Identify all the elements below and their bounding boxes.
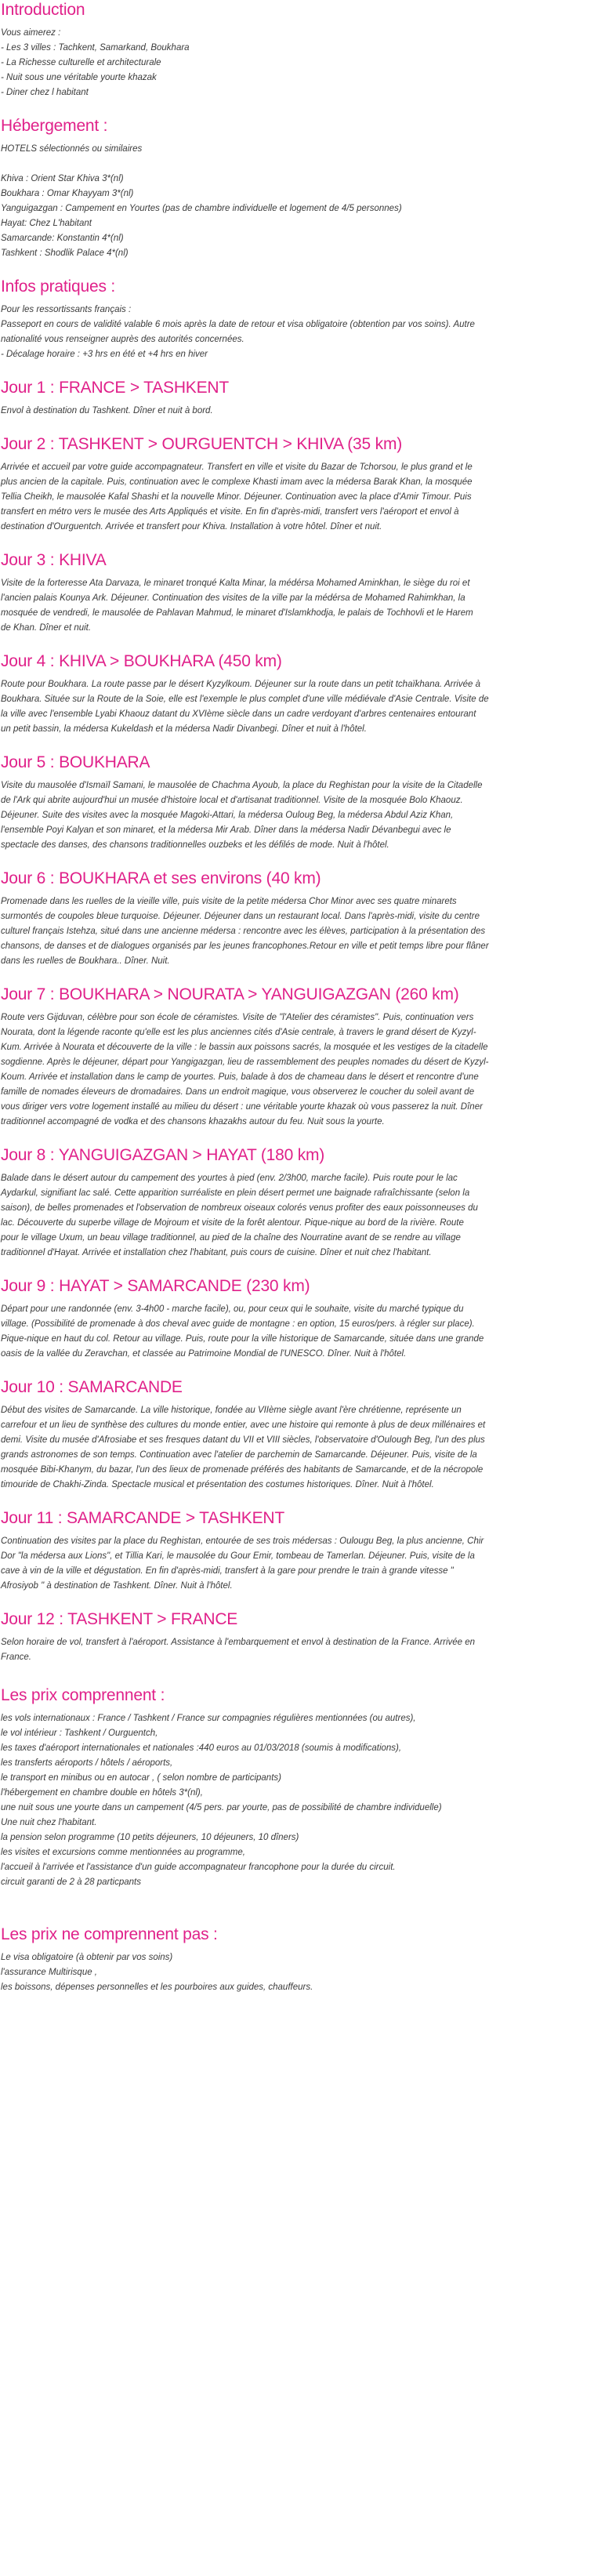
prix-compris-section — [1, 1685, 590, 1890]
hebergement-intro: HOTELS sélectionnés ou similaires — [1, 144, 143, 154]
itinerary — [1, 378, 590, 1665]
day-text-line: chansons, de danses et de dialogues organisés par les jeunes francophones.Retour en ville et petit temps libre pour flâner — [1, 942, 489, 951]
prix-non-compris-item: Le visa obligatoire (à obtenir par vos soins) — [1, 1953, 173, 1962]
day-text-line: sogdienne. Après le déjeuner, départ pour Yangigazgan, lieu de rassemblement des peuples nomades du désert de Kyzyl- — [1, 1058, 489, 1067]
day-text-line: Début des visites de Samarcande. La ville historique, fondée au VIIème siègle avant l'ère chrétienne, représente un — [1, 1406, 462, 1415]
day-text-line: dans les ruelles de Boukhara.. Dîner. Nuit. — [1, 956, 170, 966]
day-text-line: traditionnel accompagné de vodka et des chansons khazakhs autour du feu. Nuit sous la yourte. — [1, 1117, 385, 1127]
day-heading: Jour 9 : HAYAT > SAMARCANDE (230 km) — [1, 1277, 310, 1295]
day-section — [1, 550, 590, 636]
day-section — [1, 1508, 590, 1594]
introduction-heading: Introduction — [1, 1, 85, 19]
prix-compris-item: les transferts aéroports / hôtels / aéroports, — [1, 1758, 173, 1768]
day-heading: Jour 11 : SAMARCANDE > TASHKENT — [1, 1509, 284, 1527]
day-text-line: Boukhara. Située sur la Route de la Soie, elle est l'exemple le plus complet d'une ville médiévale d'Asie Centrale. Visite de — [1, 695, 489, 704]
day-text-line: un petit bassin, la médersa Kukeldash et la médersa Nadir Divanbegi. Dîner et nuit à l'hôtel. — [1, 724, 367, 734]
introduction-body — [1, 26, 590, 100]
day-heading: Jour 3 : KHIVA — [1, 551, 107, 569]
day-text-line: Arrivée et accueil par votre guide accompagnateur. Transfert en ville et visite du Bazar de Tchorsou, le plus grand et le — [1, 463, 473, 472]
infos-heading: Infos pratiques : — [1, 278, 116, 296]
infos-line: nationalité vous renseigner auprès des autorités concernées. — [1, 335, 244, 344]
day-text-line: pour le village Uxum, un beau village traditionnel, au pied de la chaîne des Nourratine avant de se rendre au village — [1, 1233, 461, 1243]
day-text-line: Envol à destination du Tashkent. Dîner et nuit à bord. — [1, 406, 213, 415]
introduction-line: - Les 3 villes : Tachkent, Samarkand, Boukhara — [1, 43, 190, 53]
hotel-line: Boukhara : Omar Khayyam 3*(nl) — [1, 189, 134, 198]
day-text-line: Dor "la médersa aux Lions", et Tillia Kari, le mausolée du Gour Emir, tombeau de Tamerlan. Déjeuner. Puis, visite de la — [1, 1551, 475, 1561]
prix-compris-item: le vol intérieur : Tashkent / Ourguentch, — [1, 1729, 158, 1738]
introduction-line: - Nuit sous une véritable yourte khazak — [1, 73, 157, 82]
prix-compris-heading: Les prix comprennent : — [1, 1686, 165, 1704]
hotel-line: Tashkent : Shodlik Palace 4*(nl) — [1, 249, 129, 258]
prix-compris-item: une nuit sous une yourte dans un campement (4/5 pers. par yourte, pas de possibilité de chambre individuelle) — [1, 1803, 442, 1812]
day-text-line: l'ensemble Poyi Kalyan et son minaret, et la médersa Mir Arab. Dîner dans la médersa Nadir Dévanbegui avec le — [1, 825, 451, 835]
day-section — [1, 651, 590, 737]
day-text-line: Balade dans le désert autour du campement des yourtes à pied (env. 2/3h00, marche facile). Puis route pour le lac — [1, 1174, 458, 1183]
hebergement-heading: Hébergement : — [1, 117, 108, 135]
day-text-line: timouride de Chakhi-Zinda. Spectacle musical et présentation des costumes historiques. Dîner. Nuit à l'hôtel. — [1, 1480, 434, 1489]
prix-compris-item: le transport en minibus ou en autocar , ( selon nombre de participants) — [1, 1773, 281, 1783]
day-heading: Jour 8 : YANGUIGAZGAN > HAYAT (180 km) — [1, 1146, 325, 1164]
day-section — [1, 985, 590, 1130]
day-text-line: saison), de belles promenades et l'observation de nombreux oiseaux colorés venus profiter des eaux poissonneuses du — [1, 1203, 478, 1213]
introduction-line: - Diner chez l habitant — [1, 88, 89, 97]
prix-compris-item: les taxes d'aéroport internationales et nationales :440 euros au 01/03/2018 (soumis à modifications), — [1, 1743, 402, 1753]
day-text-line: Continuation des visites par la place du Reghistan, entourée de ses trois médersas : Oulougu Beg, la plus ancienne, Chir — [1, 1537, 484, 1546]
day-section — [1, 378, 590, 419]
introduction-section — [1, 0, 590, 100]
infos-line: Passeport en cours de validité valable 6 mois après la date de retour et visa obligatoire (obtention par vos soins). Autre — [1, 320, 475, 329]
day-text-line: transfert en métro vers le musée des Arts Appliqués et visite. En fin d'après-midi, transfert vers l'aéroport et envol à — [1, 507, 459, 517]
day-heading: Jour 7 : BOUKHARA > NOURATA > YANGUIGAZGAN (260 km) — [1, 985, 459, 1003]
day-text-line: destination d'Ourguentch. Arrivée et transfert pour Khiva. Installation à votre hôtel. Dîner et nuit. — [1, 522, 382, 532]
day-section — [1, 869, 590, 969]
day-text-line: traditionnel d'Hayat. Arrivée et installation chez l'habitant, puis cours de cuisine. Dîner et nuit chez l'habitant. — [1, 1248, 432, 1257]
day-text-line: mosquée de vendredi, le mausolée de Pahlavan Mahmud, le minaret d'Islamkhodja, le palais de Tochhovli et le Harem — [1, 608, 473, 618]
hebergement-section — [1, 116, 590, 261]
day-text-line: de Khan. Dîner et nuit. — [1, 623, 92, 633]
day-text-line: Kum. Arrivée à Nourata et découverte de la ville : le bassin aux poissons sacrés, la mosquée et les vestiges de la citadelle — [1, 1043, 488, 1052]
day-text-line: lac. Découverte du superbe village de Mojroum et visite de la forêt alentour. Pique-nique au bord de la rivière. Route — [1, 1218, 464, 1228]
day-heading: Jour 6 : BOUKHARA et ses environs (40 km) — [1, 869, 321, 887]
day-text-line: Aydarkul, signifiant lac salé. Cette apparition surréaliste en plein désert permet une baignade rafraîchissante (selon la — [1, 1188, 470, 1198]
day-text-line: Route pour Boukhara. La route passe par le désert Kyzylkoum. Déjeuner sur la route dans un petit tchaïkhana. Arrivée à — [1, 680, 480, 689]
day-text-line: France. — [1, 1653, 31, 1662]
prix-compris-item: circuit garanti de 2 à 28 particpants — [1, 1878, 141, 1887]
prix-compris-item: l'hébergement en chambre double en hôtels 3*(nl), — [1, 1788, 203, 1798]
day-text-line: demi. Visite du musée d'Afrosiabe et ses fresques datant du VII et VIII siècles, l'observatoire d'Oulough Beg, l'un des plus — [1, 1435, 485, 1445]
infos-line: Pour les ressortissants français : — [1, 305, 132, 314]
day-heading: Jour 5 : BOUKHARA — [1, 753, 150, 771]
day-section — [1, 1609, 590, 1665]
prix-compris-item: Une nuit chez l'habitant. — [1, 1818, 97, 1827]
day-text-line: Déjeuner. Suite des visites avec la mosquée Magoki-Attari, la médersa Ouloug Beg, la médersa Abdul Aziz Khan, — [1, 811, 454, 820]
day-text-line: Koum. Arrivée et installation dans le camp de yourtes. Puis, balade à dos de chameau dans le désert et rencontre d'une — [1, 1072, 479, 1082]
day-text-line: Route vers Gijduvan, célèbre pour son école de céramistes. Visite de "l'Atelier des céramistes". Puis, continuation vers — [1, 1013, 474, 1022]
day-text-line: Départ pour une randonnée (env. 3-4h00 - marche facile), ou, pour ceux qui le souhaite, visite du marché typique du — [1, 1304, 464, 1314]
infos-line: - Décalage horaire : +3 hrs en été et +4 hrs en hiver — [1, 350, 208, 359]
day-text-line: surmontés de coupoles bleue turquoise. Déjeuner. Déjeuner dans un restaurant local. Dans l'après-midi, visite du centre — [1, 912, 480, 921]
hotel-line: Khiva : Orient Star Khiva 3*(nl) — [1, 174, 124, 183]
prix-non-compris-item: l'assurance Multirisque , — [1, 1968, 97, 1977]
day-text-line: de l'Ark qui abrite aujourd'hui un musée d'histoire local et d'artisanat traditionnel. Visite de la mosquée Bolo Khaouz. — [1, 796, 463, 805]
day-text-line: Visite du mausolée d'Ismaïl Samani, le mausolée de Chachma Ayoub, la place du Reghistan pour la visite de la Citadelle — [1, 781, 483, 790]
prix-non-compris-section — [1, 1925, 590, 1995]
hotel-line: Yanguigazgan : Campement en Yourtes (pas de chambre individuelle et logement de 4/5 personnes) — [1, 204, 402, 213]
day-text-line: famille de nomades éleveurs de dromadaires. Dans un endroit magique, vous observerez le coucher du soleil avant de — [1, 1087, 475, 1097]
day-text-line: cave à vin de la ville et dégustation. En fin d'après-midi, transfert à la gare pour prendre le train à grande vitesse " — [1, 1566, 454, 1576]
day-text-line: Selon horaire de vol, transfert à l'aéroport. Assistance à l'embarquement et envol à destination de la France. Arrivée en — [1, 1638, 476, 1647]
day-text-line: Visite de la forteresse Ata Darvaza, le minaret tronqué Kalta Minar, la médérsa Mohamed Aminkhan, le siège du roi et — [1, 579, 470, 588]
day-text-line: Pique-nique en haut du col. Retour au village. Puis, route pour la ville historique de Samarcande, située dans une grande — [1, 1334, 484, 1344]
prix-non-compris-list — [1, 1950, 590, 1995]
prix-compris-list — [1, 1711, 590, 1890]
day-text-line: spectacle des danses, des chansons traditionnelles ouzbeks et les défilés de mode. Nuit à l'hôtel. — [1, 840, 389, 850]
hotel-line: Hayat: Chez L'habitant — [1, 219, 92, 228]
day-text-line: village. (Possibilité de promenade à dos cheval avec guide de montagne : en option, 15 euros/pers. à régler sur place). — [1, 1319, 475, 1329]
infos-section — [1, 277, 590, 362]
prix-compris-item: les visites et excursions comme mentionnées au programme, — [1, 1848, 245, 1857]
hotel-line: Samarcande: Konstantin 4*(nl) — [1, 234, 124, 243]
day-heading: Jour 4 : KHIVA > BOUKHARA (450 km) — [1, 652, 282, 670]
day-heading: Jour 10 : SAMARCANDE — [1, 1378, 183, 1396]
prix-compris-item: la pension selon programme (10 petits déjeuners, 10 déjeuners, 10 dîners) — [1, 1833, 299, 1842]
day-text-line: culturel français Istehza, situé dans une ancienne médersa : rencontre avec les élèves, participation à la présentation des — [1, 927, 486, 936]
day-text-line: plus ancien de la capitale. Puis, continuation avec le complexe Khasti imam avec la médersa Barak Khan, la mosquée — [1, 477, 473, 487]
introduction-line: Vous aimerez : — [1, 28, 61, 38]
day-text-line: Tellia Cheikh, le mausolée Kafal Shashi et la nouvelle Minor. Déjeuner. Continuation avec la place d'Amir Timour. Puis — [1, 492, 472, 502]
day-heading: Jour 12 : TASHKENT > FRANCE — [1, 1610, 238, 1628]
day-section — [1, 1276, 590, 1362]
day-text-line: mosquée Bibi-Khanym, du bazar, l'un des lieux de promenade préférés des habitants de Samarcande, et de la nécropole — [1, 1465, 484, 1475]
day-section — [1, 434, 590, 535]
day-text-line: l'ancien palais Kounya Ark. Déjeuner. Continuation des visites de la ville par la médérsa de Mohamed Rahimkhan, la — [1, 593, 465, 603]
day-section — [1, 1145, 590, 1261]
day-heading: Jour 2 : TASHKENT > OURGUENTCH > KHIVA (35 km) — [1, 435, 403, 453]
day-text-line: Afrosiyob " à destination de Tashkent. Dîner. Nuit à l'hôtel. — [1, 1581, 233, 1591]
introduction-line: - La Richesse culturelle et architecturale — [1, 58, 161, 67]
day-text-line: grands astronomes de son temps. Continuation avec l'atelier de parchemin de Samarcande. Déjeuner. Puis, visite de la — [1, 1450, 477, 1460]
day-text-line: vous diriger vers votre logement installé au milieu du désert : une véritable yourte khazak où vous passerez la nuit. Dîner — [1, 1102, 483, 1112]
prix-non-compris-item: les boissons, dépenses personnelles et les pourboires aux guides, chauffeurs. — [1, 1983, 313, 1992]
day-text-line: Nourata, dont la légende raconte qu'elle est les plus anciennes cités d'Asie centrale, à travers le grand désert de Kyzyl- — [1, 1028, 476, 1037]
day-heading: Jour 1 : FRANCE > TASHKENT — [1, 379, 230, 397]
prix-compris-item: l'accueil à l'arrivée et l'assistance d'un guide accompagnateur francophone pour la durée du circuit. — [1, 1863, 396, 1872]
prix-compris-item: les vols internationaux : France / Tashkent / France sur compagnies régulières mentionnées (ou autres), — [1, 1714, 416, 1723]
day-section — [1, 1377, 590, 1493]
day-section — [1, 753, 590, 853]
day-text-line: oasis de la vallée du Zeravchan, et classée au Patrimoine Mondial de l'UNESCO. Dîner. Nuit à l'hôtel. — [1, 1349, 407, 1359]
day-text-line: Promenade dans les ruelles de la vieille ville, puis visite de la petite médersa Chor Minor avec ses quatre minarets — [1, 897, 457, 906]
day-text-line: la ville avec l'ensemble Lyabi Khaouz datant du XVIème siècle dans un cadre verdoyant d'arbres centenaires entourant — [1, 709, 476, 719]
prix-non-compris-heading: Les prix ne comprennent pas : — [1, 1925, 218, 1943]
day-text-line: carrefour et un lieu de synthèse des cultures du monde entier, avec une histoire qui remonte à plus de deux millénaires et — [1, 1420, 486, 1430]
